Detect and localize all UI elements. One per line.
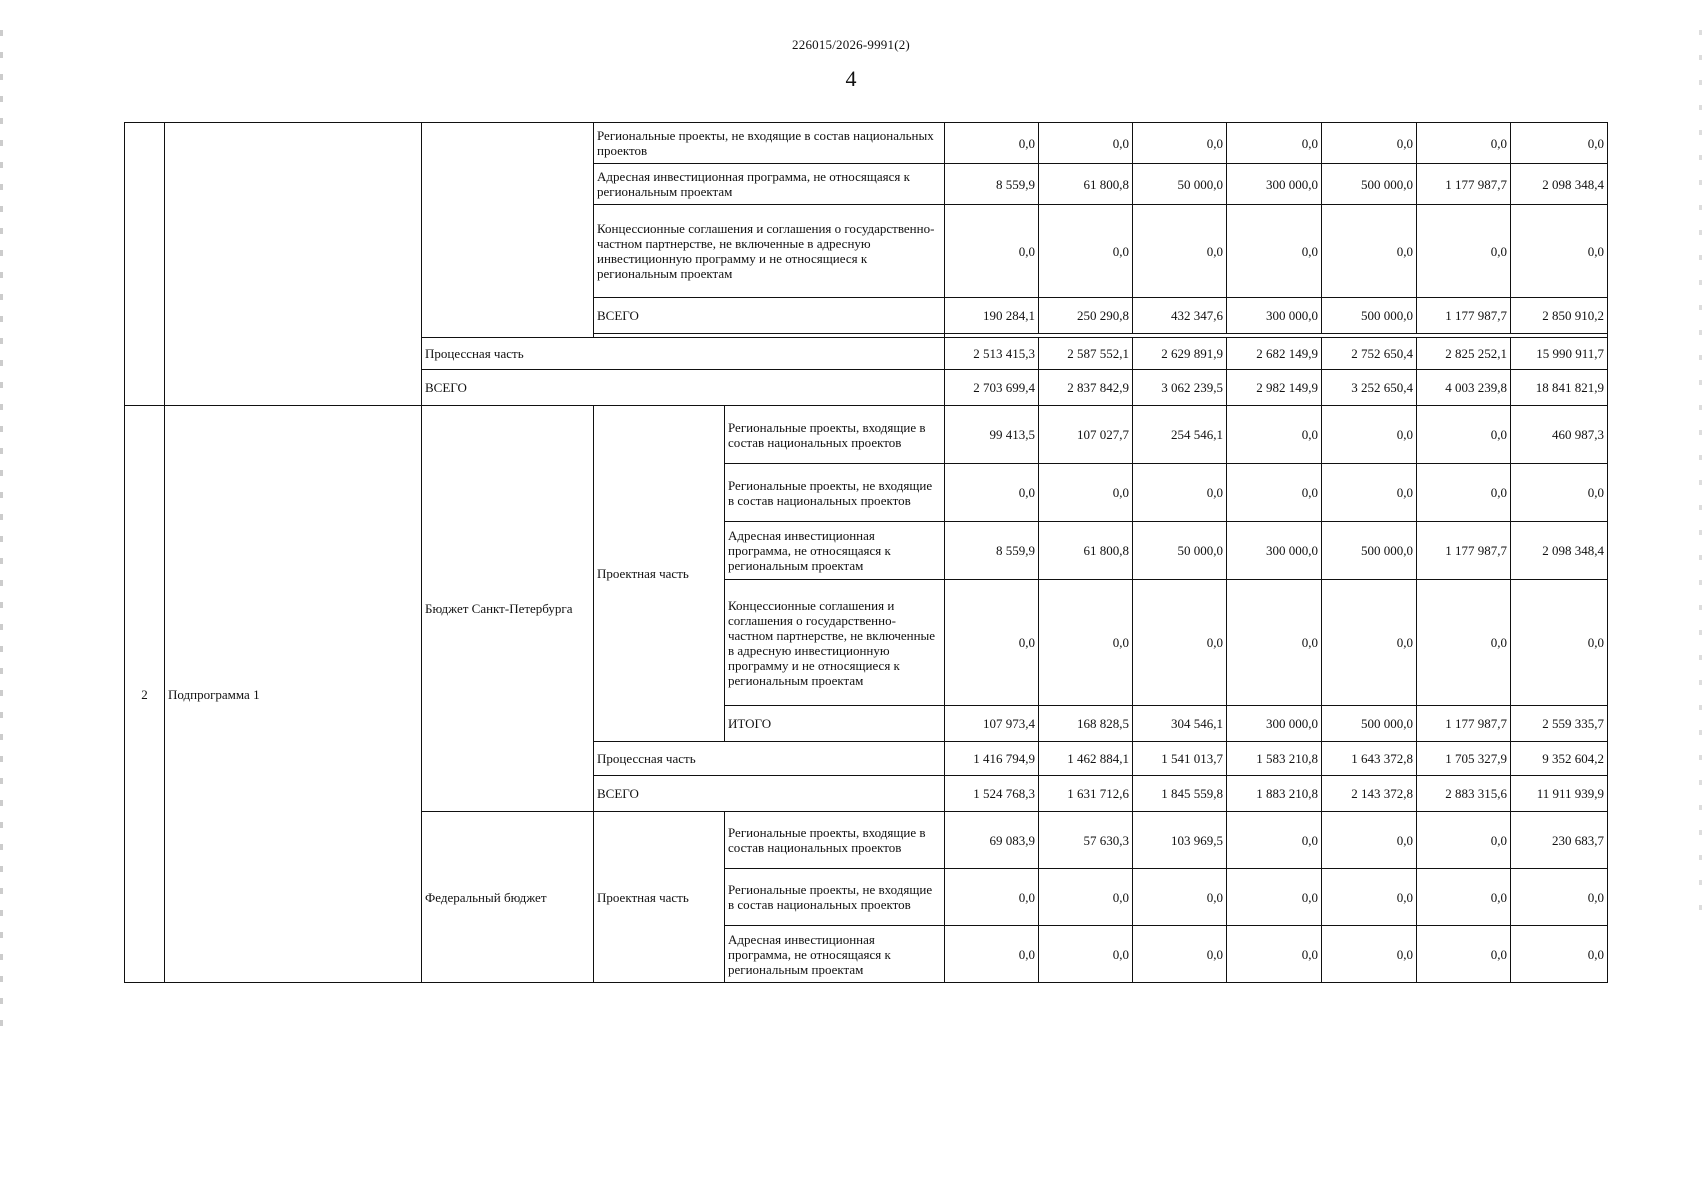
value-cell: 9 352 604,2 bbox=[1511, 742, 1608, 776]
value-cell: 0,0 bbox=[1322, 812, 1417, 869]
value-cell: 0,0 bbox=[945, 205, 1039, 298]
subprogram-name: Подпрограмма 1 bbox=[165, 406, 422, 983]
value-cell: 1 845 559,8 bbox=[1133, 776, 1227, 812]
value-cell: 1 883 210,8 bbox=[1227, 776, 1322, 812]
value-cell: 2 982 149,9 bbox=[1227, 370, 1322, 406]
value-cell: 2 098 348,4 bbox=[1511, 164, 1608, 205]
value-cell: 0,0 bbox=[1227, 464, 1322, 522]
value-cell: 0,0 bbox=[1417, 406, 1511, 464]
value-cell: 2 682 149,9 bbox=[1227, 338, 1322, 370]
value-cell: 300 000,0 bbox=[1227, 298, 1322, 334]
value-cell: 2 629 891,9 bbox=[1133, 338, 1227, 370]
document-number: 226015/2026-9991(2) bbox=[792, 37, 910, 52]
value-cell: 0,0 bbox=[1511, 205, 1608, 298]
value-cell: 2 587 552,1 bbox=[1039, 338, 1133, 370]
row-label: Региональные проекты, не входящие в состав национальных проектов bbox=[594, 123, 945, 164]
value-cell: 0,0 bbox=[1511, 926, 1608, 983]
row-label: Региональные проекты, входящие в состав национальных проектов bbox=[725, 812, 945, 869]
value-cell: 2 837 842,9 bbox=[1039, 370, 1133, 406]
value-cell: 500 000,0 bbox=[1322, 522, 1417, 580]
value-cell: 3 252 650,4 bbox=[1322, 370, 1417, 406]
row-label: ВСЕГО bbox=[422, 370, 945, 406]
value-cell: 1 541 013,7 bbox=[1133, 742, 1227, 776]
value-cell: 8 559,9 bbox=[945, 164, 1039, 205]
row-number-cell bbox=[125, 123, 165, 406]
row-label: Процессная часть bbox=[422, 338, 945, 370]
row-label: ВСЕГО bbox=[594, 298, 945, 334]
row-label: ИТОГО bbox=[725, 706, 945, 742]
value-cell: 2 143 372,8 bbox=[1322, 776, 1417, 812]
value-cell: 57 630,3 bbox=[1039, 812, 1133, 869]
value-cell: 61 800,8 bbox=[1039, 164, 1133, 205]
value-cell: 0,0 bbox=[1322, 406, 1417, 464]
funding-source-spb: Бюджет Санкт-Петербурга bbox=[422, 406, 594, 812]
value-cell: 0,0 bbox=[1511, 869, 1608, 926]
value-cell: 107 027,7 bbox=[1039, 406, 1133, 464]
value-cell: 0,0 bbox=[1322, 123, 1417, 164]
value-cell: 2 703 699,4 bbox=[945, 370, 1039, 406]
value-cell: 500 000,0 bbox=[1322, 706, 1417, 742]
value-cell: 304 546,1 bbox=[1133, 706, 1227, 742]
value-cell: 0,0 bbox=[1227, 205, 1322, 298]
value-cell: 0,0 bbox=[1322, 869, 1417, 926]
value-cell: 230 683,7 bbox=[1511, 812, 1608, 869]
value-cell: 2 098 348,4 bbox=[1511, 522, 1608, 580]
value-cell: 3 062 239,5 bbox=[1133, 370, 1227, 406]
value-cell: 1 177 987,7 bbox=[1417, 298, 1511, 334]
value-cell: 0,0 bbox=[1133, 205, 1227, 298]
value-cell: 1 524 768,3 bbox=[945, 776, 1039, 812]
value-cell: 1 705 327,9 bbox=[1417, 742, 1511, 776]
budget-table bbox=[124, 122, 1608, 983]
value-cell: 4 003 239,8 bbox=[1417, 370, 1511, 406]
table-row bbox=[125, 123, 1608, 164]
value-cell: 15 990 911,7 bbox=[1511, 338, 1608, 370]
row-label: Концессионные соглашения и соглашения о государственно-частном партнерстве, не включенные в адресную инвестиционную программу и не относящиеся к региональным проектам bbox=[594, 205, 945, 298]
value-cell: 2 883 315,6 bbox=[1417, 776, 1511, 812]
value-cell: 0,0 bbox=[1322, 205, 1417, 298]
value-cell: 0,0 bbox=[1039, 580, 1133, 706]
value-cell: 50 000,0 bbox=[1133, 522, 1227, 580]
value-cell: 0,0 bbox=[1227, 406, 1322, 464]
value-cell: 1 631 712,6 bbox=[1039, 776, 1133, 812]
source-cell bbox=[422, 123, 594, 338]
project-part-label: Проектная часть bbox=[594, 406, 725, 742]
value-cell: 0,0 bbox=[945, 926, 1039, 983]
value-cell: 1 177 987,7 bbox=[1417, 522, 1511, 580]
row-label: ВСЕГО bbox=[594, 776, 945, 812]
value-cell: 0,0 bbox=[1039, 464, 1133, 522]
value-cell: 2 850 910,2 bbox=[1511, 298, 1608, 334]
value-cell: 168 828,5 bbox=[1039, 706, 1133, 742]
value-cell: 0,0 bbox=[1417, 464, 1511, 522]
row-label: Региональные проекты, входящие в состав национальных проектов bbox=[725, 406, 945, 464]
value-cell: 0,0 bbox=[1133, 869, 1227, 926]
value-cell: 0,0 bbox=[1039, 205, 1133, 298]
value-cell: 50 000,0 bbox=[1133, 164, 1227, 205]
value-cell: 250 290,8 bbox=[1039, 298, 1133, 334]
value-cell: 1 583 210,8 bbox=[1227, 742, 1322, 776]
row-label: Адресная инвестиционная программа, не относящаяся к региональным проектам bbox=[725, 926, 945, 983]
value-cell: 103 969,5 bbox=[1133, 812, 1227, 869]
value-cell: 0,0 bbox=[1322, 580, 1417, 706]
value-cell: 0,0 bbox=[1227, 812, 1322, 869]
value-cell: 2 559 335,7 bbox=[1511, 706, 1608, 742]
value-cell: 0,0 bbox=[1417, 812, 1511, 869]
value-cell: 0,0 bbox=[945, 123, 1039, 164]
value-cell: 2 513 415,3 bbox=[945, 338, 1039, 370]
value-cell: 0,0 bbox=[1133, 926, 1227, 983]
row-number-cell: 2 bbox=[125, 406, 165, 983]
value-cell: 254 546,1 bbox=[1133, 406, 1227, 464]
scan-edge-marks-left bbox=[0, 30, 3, 1030]
value-cell: 500 000,0 bbox=[1322, 298, 1417, 334]
value-cell: 0,0 bbox=[1417, 205, 1511, 298]
value-cell: 0,0 bbox=[1133, 123, 1227, 164]
value-cell: 1 643 372,8 bbox=[1322, 742, 1417, 776]
value-cell: 460 987,3 bbox=[1511, 406, 1608, 464]
value-cell: 300 000,0 bbox=[1227, 706, 1322, 742]
value-cell: 500 000,0 bbox=[1322, 164, 1417, 205]
value-cell: 0,0 bbox=[945, 869, 1039, 926]
value-cell: 0,0 bbox=[1417, 869, 1511, 926]
value-cell: 300 000,0 bbox=[1227, 164, 1322, 205]
value-cell: 190 284,1 bbox=[945, 298, 1039, 334]
value-cell: 1 416 794,9 bbox=[945, 742, 1039, 776]
value-cell: 300 000,0 bbox=[1227, 522, 1322, 580]
table-row bbox=[125, 406, 1608, 464]
value-cell: 0,0 bbox=[1417, 123, 1511, 164]
page-number: 4 bbox=[845, 66, 857, 91]
value-cell: 0,0 bbox=[1322, 464, 1417, 522]
value-cell: 61 800,8 bbox=[1039, 522, 1133, 580]
value-cell: 69 083,9 bbox=[945, 812, 1039, 869]
value-cell: 18 841 821,9 bbox=[1511, 370, 1608, 406]
value-cell: 1 177 987,7 bbox=[1417, 706, 1511, 742]
value-cell: 432 347,6 bbox=[1133, 298, 1227, 334]
value-cell: 11 911 939,9 bbox=[1511, 776, 1608, 812]
row-label: Концессионные соглашения и соглашения о государственно-частном партнерстве, не включенные в адресную инвестиционную программу и не относящиеся к региональным проектам bbox=[725, 580, 945, 706]
value-cell: 0,0 bbox=[1227, 580, 1322, 706]
value-cell: 99 413,5 bbox=[945, 406, 1039, 464]
value-cell: 0,0 bbox=[1227, 869, 1322, 926]
value-cell: 1 462 884,1 bbox=[1039, 742, 1133, 776]
row-label: Процессная часть bbox=[594, 742, 945, 776]
value-cell: 0,0 bbox=[945, 464, 1039, 522]
value-cell: 0,0 bbox=[1133, 464, 1227, 522]
value-cell: 0,0 bbox=[1227, 926, 1322, 983]
value-cell: 0,0 bbox=[1511, 464, 1608, 522]
value-cell: 8 559,9 bbox=[945, 522, 1039, 580]
value-cell: 0,0 bbox=[1417, 580, 1511, 706]
row-label: Адресная инвестиционная программа, не относящаяся к региональным проектам bbox=[594, 164, 945, 205]
value-cell: 2 825 252,1 bbox=[1417, 338, 1511, 370]
program-name-cell bbox=[165, 123, 422, 406]
row-label: Региональные проекты, не входящие в состав национальных проектов bbox=[725, 869, 945, 926]
value-cell: 0,0 bbox=[1039, 869, 1133, 926]
project-part-label: Проектная часть bbox=[594, 812, 725, 983]
value-cell: 0,0 bbox=[1039, 123, 1133, 164]
value-cell: 107 973,4 bbox=[945, 706, 1039, 742]
value-cell: 0,0 bbox=[1511, 123, 1608, 164]
row-label: Региональные проекты, не входящие в состав национальных проектов bbox=[725, 464, 945, 522]
funding-source-federal: Федеральный бюджет bbox=[422, 812, 594, 983]
value-cell: 0,0 bbox=[1322, 926, 1417, 983]
value-cell: 0,0 bbox=[1133, 580, 1227, 706]
value-cell: 0,0 bbox=[1039, 926, 1133, 983]
row-label: Адресная инвестиционная программа, не относящаяся к региональным проектам bbox=[725, 522, 945, 580]
value-cell: 0,0 bbox=[1227, 123, 1322, 164]
value-cell: 0,0 bbox=[1417, 926, 1511, 983]
value-cell: 0,0 bbox=[945, 580, 1039, 706]
value-cell: 2 752 650,4 bbox=[1322, 338, 1417, 370]
value-cell: 1 177 987,7 bbox=[1417, 164, 1511, 205]
value-cell: 0,0 bbox=[1511, 580, 1608, 706]
